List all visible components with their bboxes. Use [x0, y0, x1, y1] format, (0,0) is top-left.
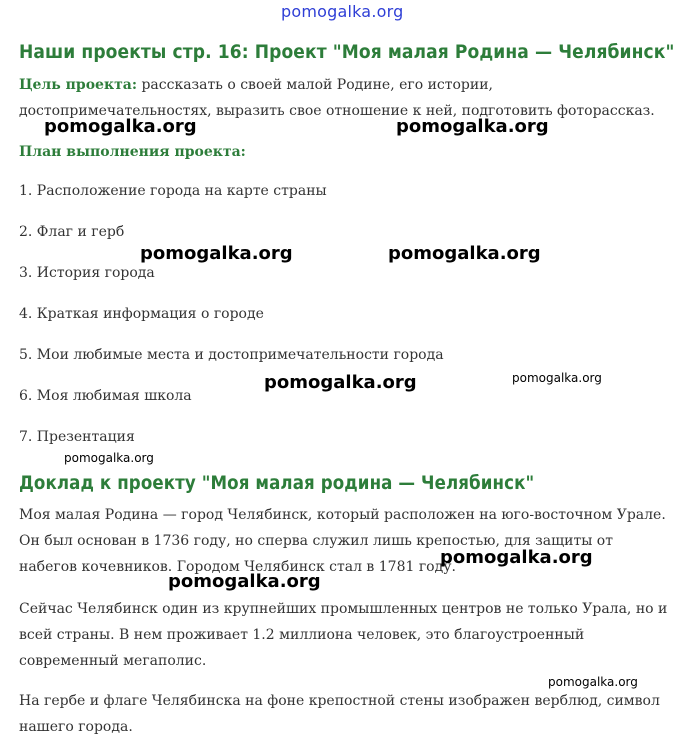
plan-item: 5. Мои любимые места и достопримечательности города [19, 347, 444, 363]
report-paragraph: На гербе и флаге Челябинска на фоне крепостной стены изображен верблюд, символ нашего города. [19, 693, 660, 735]
page-title: Наши проекты стр. 16: Проект "Моя малая Родина — Челябинск" [19, 41, 675, 63]
plan-item: 4. Краткая информация о городе [19, 306, 264, 322]
watermark-top: pomogalka.org [281, 2, 404, 21]
watermark: pomogalka.org [388, 243, 541, 264]
plan-item: 1. Расположение города на карте страны [19, 183, 327, 199]
watermark: pomogalka.org [168, 571, 321, 592]
plan-item: 6. Моя любимая школа [19, 388, 192, 404]
watermark: pomogalka.org [548, 675, 638, 689]
report-heading: Доклад к проекту "Моя малая родина — Челябинск" [19, 473, 535, 494]
watermark: pomogalka.org [264, 372, 417, 393]
plan-item: 2. Флаг и герб [19, 224, 125, 240]
watermark: pomogalka.org [512, 371, 602, 385]
watermark: pomogalka.org [140, 243, 293, 264]
plan-item: 7. Презентация [19, 429, 135, 445]
report-paragraph: Сейчас Челябинск один из крупнейших промышленных центров не только Урала, но и всей страны. В нем проживает 1.2 миллиона человек, это благоустроенный современный мегаполис. [19, 601, 668, 669]
watermark: pomogalka.org [396, 116, 549, 137]
plan-label: План выполнения проекта: [19, 144, 246, 160]
plan-item: 3. История города [19, 265, 155, 281]
watermark: pomogalka.org [44, 116, 197, 137]
watermark: pomogalka.org [440, 547, 593, 568]
goal-text: рассказать о своей малой Родине, его истории, достопримечательностях, выразить свое отношение к ней, подготовить фоторассказ. [19, 77, 655, 119]
watermark: pomogalka.org [64, 451, 154, 465]
goal-label: Цель проекта: [19, 77, 137, 93]
report-paragraph: Моя малая Родина — город Челябинск, который расположен на юго-восточном Урале. Он был основан в 1736 году, но сперва служил лишь крепостью, для защиты от набегов кочевников. Городом Челябинск стал в 1781 году. [19, 507, 666, 575]
